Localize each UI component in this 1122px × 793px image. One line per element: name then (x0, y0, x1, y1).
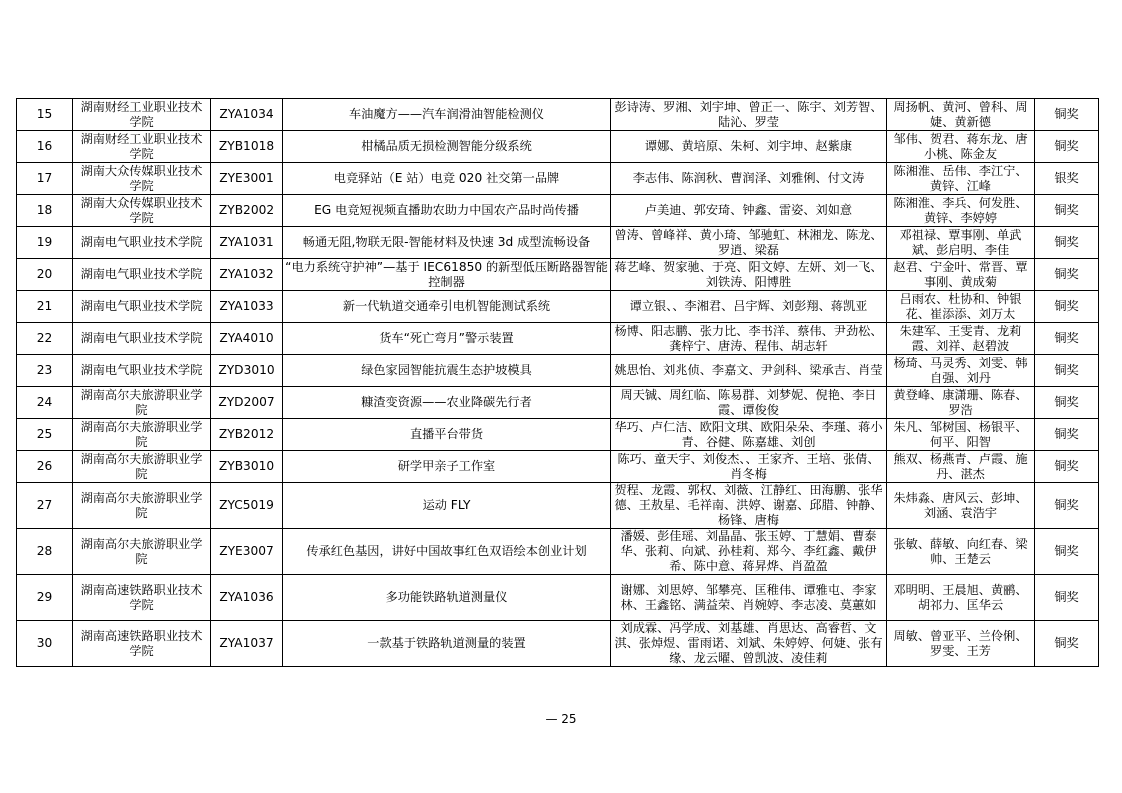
project-name-cell: 研学甲亲子工作室 (283, 451, 611, 483)
project-name-cell: 车油魔方——汽车润滑油智能检测仪 (283, 99, 611, 131)
award-level-cell: 铜奖 (1035, 259, 1099, 291)
project-code-cell: ZYE3001 (211, 163, 283, 195)
advisors-cell: 朱建军、王雯青、龙莉霞、刘祥、赵碧波 (887, 323, 1035, 355)
project-name-cell: 多功能铁路轨道测量仪 (283, 575, 611, 621)
school-name-cell: 湖南高尔夫旅游职业学院 (73, 529, 211, 575)
award-level-cell: 铜奖 (1035, 291, 1099, 323)
project-name-cell: 糠渣变资源——农业降碳先行者 (283, 387, 611, 419)
project-name-cell: 绿色家园智能抗震生态护坡模具 (283, 355, 611, 387)
team-members-cell: 彭诗涛、罗湘、刘宇坤、曾正一、陈宇、刘芳智、陆沁、罗莹 (611, 99, 887, 131)
advisors-cell: 陈湘淮、李兵、何发胜、黄锌、李婷婷 (887, 195, 1035, 227)
table-row (17, 621, 1099, 667)
team-members-cell: 华巧、卢仁洁、欧阳文琪、欧阳朵朵、李瑾、蒋小青、谷健、陈嘉雄、刘创 (611, 419, 887, 451)
project-name-cell: 一款基于铁路轨道测量的装置 (283, 621, 611, 667)
table-row (17, 323, 1099, 355)
project-name-cell: 直播平台带货 (283, 419, 611, 451)
row-number-cell: 19 (17, 227, 73, 259)
table-row (17, 99, 1099, 131)
advisors-cell: 杨琦、马灵秀、刘雯、韩自强、刘丹 (887, 355, 1035, 387)
advisors-cell: 周扬帆、黄河、曾科、周婕、黄新德 (887, 99, 1035, 131)
advisors-cell: 陈湘淮、岳伟、李江宁、黄锌、江峰 (887, 163, 1035, 195)
school-name-cell: 湖南大众传媒职业技术学院 (73, 163, 211, 195)
award-level-cell: 铜奖 (1035, 621, 1099, 667)
team-members-cell: 卢美迪、郭安琦、钟鑫、雷姿、刘如意 (611, 195, 887, 227)
award-level-cell: 铜奖 (1035, 131, 1099, 163)
award-level-cell: 铜奖 (1035, 195, 1099, 227)
row-number-cell: 25 (17, 419, 73, 451)
school-name-cell: 湖南高尔夫旅游职业学院 (73, 451, 211, 483)
project-name-cell: EG 电竞短视频直播助农助力中国农产品时尚传播 (283, 195, 611, 227)
school-name-cell: 湖南财经工业职业技术学院 (73, 99, 211, 131)
row-number-cell: 21 (17, 291, 73, 323)
row-number-cell: 22 (17, 323, 73, 355)
row-number-cell: 16 (17, 131, 73, 163)
team-members-cell: 谭立银、、李湘君、吕宇辉、刘彭翔、蒋凯亚 (611, 291, 887, 323)
row-number-cell: 28 (17, 529, 73, 575)
project-code-cell: ZYE3007 (211, 529, 283, 575)
advisors-cell: 邓祖禄、覃事刚、单武斌、彭启明、李佳 (887, 227, 1035, 259)
school-name-cell: 湖南高尔夫旅游职业学院 (73, 483, 211, 529)
row-number-cell: 27 (17, 483, 73, 529)
project-code-cell: ZYB2012 (211, 419, 283, 451)
project-name-cell: 运动 FLY (283, 483, 611, 529)
advisors-cell: 朱炜淼、唐风云、彭坤、刘涵、袁浩宇 (887, 483, 1035, 529)
advisors-cell: 邹伟、贺君、蒋东龙、唐小桃、陈金友 (887, 131, 1035, 163)
table-row (17, 163, 1099, 195)
award-level-cell: 铜奖 (1035, 451, 1099, 483)
school-name-cell: 湖南高速铁路职业技术学院 (73, 575, 211, 621)
awards-table (16, 98, 1099, 667)
school-name-cell: 湖南高尔夫旅游职业学院 (73, 419, 211, 451)
team-members-cell: 刘成霖、冯学成、刘基雄、肖思达、高睿哲、文淇、张焯煜、雷雨诺、刘斌、朱婷婷、何婕、张有缘、龙云曜、曾凯波、凌佳莉 (611, 621, 887, 667)
school-name-cell: 湖南电气职业技术学院 (73, 291, 211, 323)
team-members-cell: 谭娜、黄培原、朱柯、刘宇坤、赵紫康 (611, 131, 887, 163)
table-row (17, 355, 1099, 387)
advisors-cell: 周敏、曾亚平、兰伶俐、罗雯、王芳 (887, 621, 1035, 667)
team-members-cell: 姚思怡、刘兆侦、李嘉文、尹剑科、梁承吉、肖莹 (611, 355, 887, 387)
table-row (17, 419, 1099, 451)
advisors-cell: 黄登峰、康潇珊、陈春、罗浩 (887, 387, 1035, 419)
table-row (17, 259, 1099, 291)
project-name-cell: 电竞驿站（E 站）电竞 020 社交第一品牌 (283, 163, 611, 195)
school-name-cell: 湖南高尔夫旅游职业学院 (73, 387, 211, 419)
project-code-cell: ZYA1034 (211, 99, 283, 131)
award-level-cell: 铜奖 (1035, 419, 1099, 451)
team-members-cell: 蒋艺峰、贺家驰、于亮、阳文婷、左妍、刘一飞、刘铁涛、阳博胜 (611, 259, 887, 291)
award-level-cell: 铜奖 (1035, 529, 1099, 575)
award-level-cell: 铜奖 (1035, 483, 1099, 529)
table-row (17, 483, 1099, 529)
row-number-cell: 24 (17, 387, 73, 419)
project-code-cell: ZYA1036 (211, 575, 283, 621)
project-code-cell: ZYA1032 (211, 259, 283, 291)
project-name-cell: 畅通无阻,物联无限-智能材料及快速 3d 成型流畅设备 (283, 227, 611, 259)
advisors-cell: 熊双、杨燕青、卢霞、施丹、湛杰 (887, 451, 1035, 483)
project-code-cell: ZYD2007 (211, 387, 283, 419)
table-row (17, 291, 1099, 323)
table-row (17, 195, 1099, 227)
team-members-cell: 陈巧、童天宇、刘俊杰、、王家齐、王培、张倩、肖冬梅 (611, 451, 887, 483)
project-code-cell: ZYB3010 (211, 451, 283, 483)
table-row (17, 451, 1099, 483)
project-code-cell: ZYA1037 (211, 621, 283, 667)
table-row (17, 387, 1099, 419)
awards-table-body (17, 99, 1099, 667)
award-level-cell: 铜奖 (1035, 99, 1099, 131)
project-code-cell: ZYC5019 (211, 483, 283, 529)
project-code-cell: ZYB2002 (211, 195, 283, 227)
project-name-cell: 柑橘品质无损检测智能分级系统 (283, 131, 611, 163)
table-row (17, 529, 1099, 575)
award-level-cell: 铜奖 (1035, 355, 1099, 387)
team-members-cell: 潘媛、彭佳瑶、刘晶晶、张玉婷、丁慧娟、曹泰华、张莉、向斌、孙桂莉、郑今、李红鑫、戴伊希、陈中意、蒋昇烨、肖盈盈 (611, 529, 887, 575)
school-name-cell: 湖南电气职业技术学院 (73, 323, 211, 355)
award-level-cell: 铜奖 (1035, 227, 1099, 259)
table-row (17, 227, 1099, 259)
team-members-cell: 曾涛、曾峰祥、黄小琦、邹驰虹、林湘龙、陈龙、罗逍、梁磊 (611, 227, 887, 259)
award-level-cell: 铜奖 (1035, 323, 1099, 355)
advisors-cell: 赵君、宁金叶、常晋、覃事刚、黄成菊 (887, 259, 1035, 291)
project-code-cell: ZYA1033 (211, 291, 283, 323)
school-name-cell: 湖南财经工业职业技术学院 (73, 131, 211, 163)
row-number-cell: 29 (17, 575, 73, 621)
school-name-cell: 湖南电气职业技术学院 (73, 259, 211, 291)
project-name-cell: 传承红色基因，讲好中国故事红色双语绘本创业计划 (283, 529, 611, 575)
team-members-cell: 谢娜、刘思婷、邹攀亮、匡稚伟、谭雅屯、李家林、王鑫铭、满益荣、肖婉婷、李志凌、莫蕙如 (611, 575, 887, 621)
project-code-cell: ZYB1018 (211, 131, 283, 163)
page-number: — 25 (545, 712, 577, 726)
project-name-cell: “电力系统守护神”—基于 IEC61850 的新型低压断路器智能控制器 (283, 259, 611, 291)
row-number-cell: 15 (17, 99, 73, 131)
award-level-cell: 银奖 (1035, 163, 1099, 195)
project-name-cell: 货车“死亡弯月”警示装置 (283, 323, 611, 355)
row-number-cell: 20 (17, 259, 73, 291)
project-code-cell: ZYA4010 (211, 323, 283, 355)
team-members-cell: 周天铖、周红临、陈易群、刘梦妮、倪艳、李日霞、谭俊俊 (611, 387, 887, 419)
table-row (17, 131, 1099, 163)
advisors-cell: 邓明明、王晨旭、黄鹂、胡祁力、匡华云 (887, 575, 1035, 621)
row-number-cell: 23 (17, 355, 73, 387)
row-number-cell: 30 (17, 621, 73, 667)
project-code-cell: ZYA1031 (211, 227, 283, 259)
row-number-cell: 17 (17, 163, 73, 195)
table-row (17, 575, 1099, 621)
team-members-cell: 李志伟、陈润秋、曹润泽、刘雅俐、付文涛 (611, 163, 887, 195)
team-members-cell: 贺程、龙霞、郭权、刘薇、江静红、田海鹏、张华德、王敖星、毛祥南、洪婷、谢嘉、邱腊、钟静、杨锋、唐梅 (611, 483, 887, 529)
school-name-cell: 湖南大众传媒职业技术学院 (73, 195, 211, 227)
school-name-cell: 湖南电气职业技术学院 (73, 227, 211, 259)
school-name-cell: 湖南高速铁路职业技术学院 (73, 621, 211, 667)
row-number-cell: 26 (17, 451, 73, 483)
team-members-cell: 杨博、阳志鹏、张力比、李书洋、蔡伟、尹劲松、龚梓宁、唐涛、程伟、胡志轩 (611, 323, 887, 355)
project-code-cell: ZYD3010 (211, 355, 283, 387)
advisors-cell: 张敏、薛敏、向红春、梁帅、王楚云 (887, 529, 1035, 575)
row-number-cell: 18 (17, 195, 73, 227)
project-name-cell: 新一代轨道交通牵引电机智能测试系统 (283, 291, 611, 323)
award-level-cell: 铜奖 (1035, 575, 1099, 621)
advisors-cell: 吕雨农、杜协和、钟银花、崔添添、刘万太 (887, 291, 1035, 323)
school-name-cell: 湖南电气职业技术学院 (73, 355, 211, 387)
advisors-cell: 朱凡、邹树国、杨银平、何平、阳智 (887, 419, 1035, 451)
award-level-cell: 铜奖 (1035, 387, 1099, 419)
